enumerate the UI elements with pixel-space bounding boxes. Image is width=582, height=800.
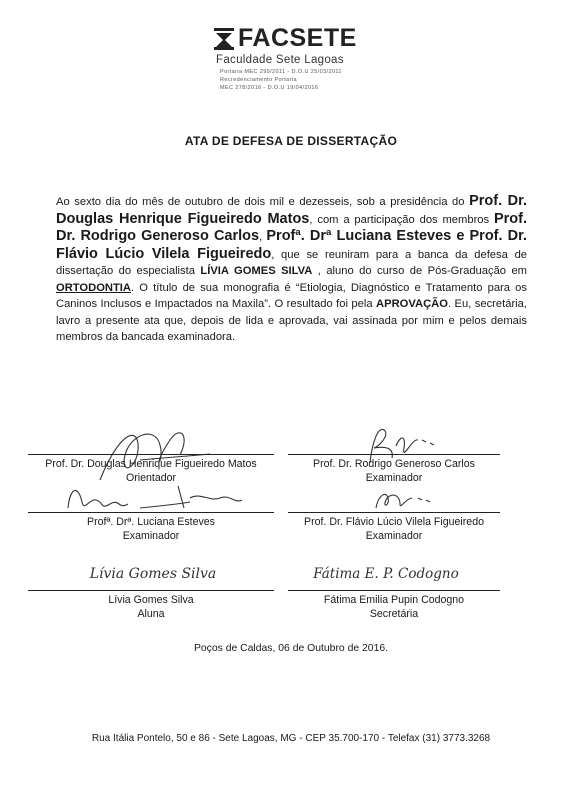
member-names-2: Profª. Drª Luciana Esteves e Prof. Dr. Flávio Lúcio Vilela Figueiredo <box>56 228 527 262</box>
signatory-name: Prof. Dr. Douglas Henrique Figueiredo Matos <box>45 458 257 470</box>
signatory-role: Orientador <box>125 472 177 484</box>
logo-subtitle: Faculdade Sete Lagoas <box>216 54 344 66</box>
signatory-role: Aluna <box>137 608 165 620</box>
handwritten-fatima: Fátima E. P. Codogno <box>313 566 459 582</box>
body-text-4: , que se reuniram para a banca da defesa de dissertação do especialista <box>56 248 528 277</box>
signature-flavio <box>370 484 440 514</box>
signature-block-president <box>28 454 274 485</box>
signatory-role: Examinador <box>365 472 423 484</box>
logo-name: FACSETE <box>238 24 357 52</box>
signatory-role: Examinador <box>122 530 180 542</box>
signatory-role: Examinador <box>365 530 423 542</box>
signature-block-rodrigo <box>288 454 500 485</box>
minutes-paragraph <box>56 193 527 346</box>
logo-line-1: Portaria MEC 299/2011 - D.O.U 25/03/2011 <box>220 69 342 75</box>
signatory-role: Secretária <box>369 608 419 620</box>
facsete-mark-icon <box>214 28 234 50</box>
student-name: LÍVIA GOMES SILVA <box>200 265 313 277</box>
body-text-6: . O título de sua monografia é “Etiologia, Diagnóstico e Tratamento para os Caninos Inclusos e Impactados na Maxila”. O resultado foi pela <box>56 281 527 310</box>
signatory-name: Prof. Dr. Flávio Lúcio Vilela Figueiredo <box>304 516 484 528</box>
body-text-3: , <box>259 231 267 243</box>
signatory-name: Lívia Gomes Silva <box>108 594 194 606</box>
handwritten-livia: Lívia Gomes Silva <box>89 566 217 582</box>
logo-line-2: Recredenciamento Portaria <box>220 77 297 83</box>
signature-block-flavio <box>288 512 500 543</box>
signature-line <box>288 512 500 513</box>
signature-block-student <box>28 590 274 621</box>
signature-line <box>28 454 274 455</box>
body-text-1: Ao sexto dia do mês de outubro de dois mil e dezesseis, sob a presidência do <box>56 196 470 208</box>
course-name: ORTODONTIA <box>56 281 131 294</box>
result-text: APROVAÇÃO <box>376 298 448 310</box>
signatory-name: Prof. Dr. Rodrigo Generoso Carlos <box>313 458 475 470</box>
signature-line <box>288 454 500 455</box>
body-text-7: . Eu, secretária, lavro a presente ata que, depois de lida e aprovada, vai assinada por mim e pelos demais membros da bancada examinadora. <box>56 298 527 343</box>
logo-line-3: MEC 278/2016 - D.O.U 19/04/2016 <box>220 85 319 91</box>
signatory-name: Profª. Drª. Luciana Esteves <box>87 516 215 528</box>
signature-block-luciana <box>28 512 274 543</box>
signature-block-secretary <box>288 590 500 621</box>
body-text-5: , aluno do curso de Pós-Graduação em <box>312 265 527 277</box>
footer-address: Rua Itália Pontelo, 50 e 86 - Sete Lagoas, MG - CEP 35.700-170 - Telefax (31) 3773.3268 <box>91 733 491 744</box>
signature-line <box>28 590 274 591</box>
member-name-1: Prof. Dr. Rodrigo Generoso Carlos <box>56 210 528 244</box>
president-name: Prof. Dr. Douglas Henrique Figueiredo Matos <box>56 193 527 227</box>
signature-line <box>28 512 274 513</box>
document-date: Poços de Caldas, 06 de Outubro de 2016. <box>193 643 389 654</box>
signatory-name: Fátima Emilia Pupin Codogno <box>323 594 465 606</box>
body-text-2: , com a participação dos membros <box>309 213 494 226</box>
document-title: ATA DE DEFESA DE DISSERTAÇÃO <box>184 134 398 148</box>
signature-line <box>288 590 500 591</box>
